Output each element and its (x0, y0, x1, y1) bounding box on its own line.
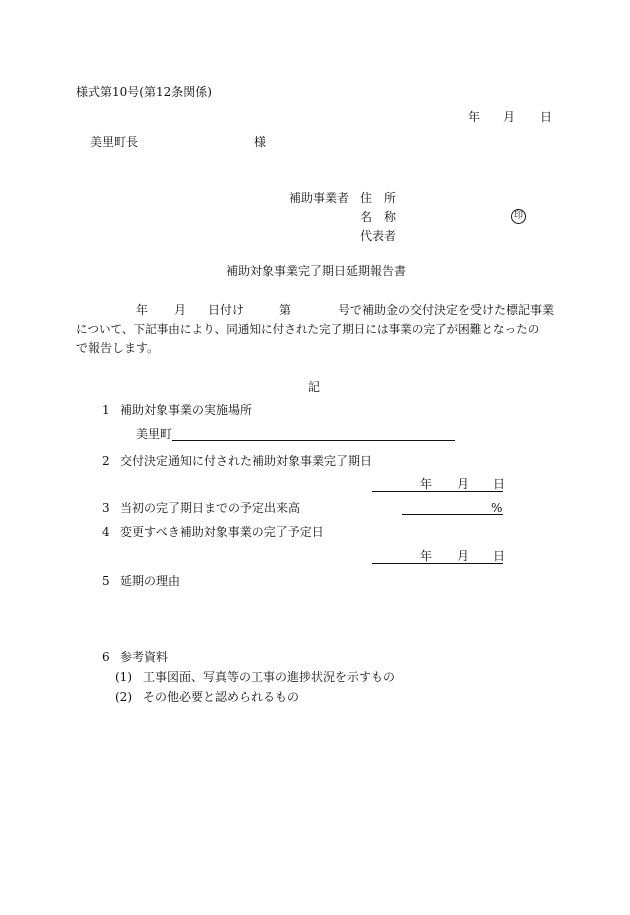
applicant-label: 補助事業者 (289, 191, 350, 205)
body-date-suffix: 日付け (208, 303, 245, 317)
body-month: 月 (174, 303, 187, 317)
item-6-text: 参考資料 (120, 650, 169, 664)
applicant-name-label: 名 称 (360, 210, 397, 224)
item-6-number: 6 (102, 650, 110, 664)
item-2-underline (372, 491, 503, 492)
date-day-label: 日 (540, 110, 553, 124)
body-year: 年 (136, 303, 149, 317)
date-month-label: 月 (503, 110, 516, 124)
item-3-underline (402, 514, 503, 515)
item-3-text: 当初の完了期日までの予定出来高 (120, 501, 301, 515)
item-4-number: 4 (102, 525, 110, 539)
seal-mark: 印 (511, 209, 526, 224)
addressee-name: 美里町長 (90, 135, 139, 149)
item-4-day: 日 (493, 549, 506, 563)
date-year-label: 年 (468, 110, 481, 124)
item-1-underline (172, 440, 455, 441)
item-2-text: 交付決定通知に付された補助対象事業完了期日 (120, 454, 373, 468)
item-2-day: 日 (493, 477, 506, 491)
body-line1-rest: 号で補助金の交付決定を受けた標記事業 (338, 303, 555, 317)
item-1-number: 1 (102, 403, 110, 417)
form-number: 様式第10号(第12条関係) (76, 85, 212, 99)
item-3-number: 3 (102, 501, 110, 515)
item-5-number: 5 (102, 574, 110, 588)
applicant-representative-label: 代表者 (360, 229, 397, 243)
item-4-year: 年 (420, 549, 433, 563)
item-3-unit: % (491, 501, 503, 515)
addressee-sama: 様 (254, 135, 267, 149)
item-6-sub-1-text: 工事図面、写真等の工事の進捗状況を示すもの (143, 670, 396, 684)
item-6-sub-2-number: (2) (115, 690, 132, 704)
item-4-month: 月 (457, 549, 470, 563)
item-6-sub-2-text: その他必要と認められるもの (143, 690, 300, 704)
ki-heading: 記 (308, 380, 321, 394)
item-4-underline (372, 563, 503, 564)
body-line2: について、下記事由により、同通知に付された完了期日には事業の完了が困難となったの (76, 322, 540, 336)
item-4-text: 変更すべき補助対象事業の完了予定日 (120, 525, 324, 539)
item-2-year: 年 (420, 477, 433, 491)
document-title: 補助対象事業完了期日延期報告書 (226, 264, 407, 278)
item-5-text: 延期の理由 (120, 574, 181, 588)
item-2-number: 2 (102, 454, 110, 468)
body-line3: で報告します。 (76, 341, 160, 355)
item-1-sub: 美里町 (136, 427, 173, 441)
body-dai: 第 (279, 303, 292, 317)
item-2-month: 月 (457, 477, 470, 491)
applicant-address-label: 住 所 (360, 191, 397, 205)
item-1-text: 補助対象事業の実施場所 (120, 403, 253, 417)
item-6-sub-1-number: (1) (115, 670, 132, 684)
